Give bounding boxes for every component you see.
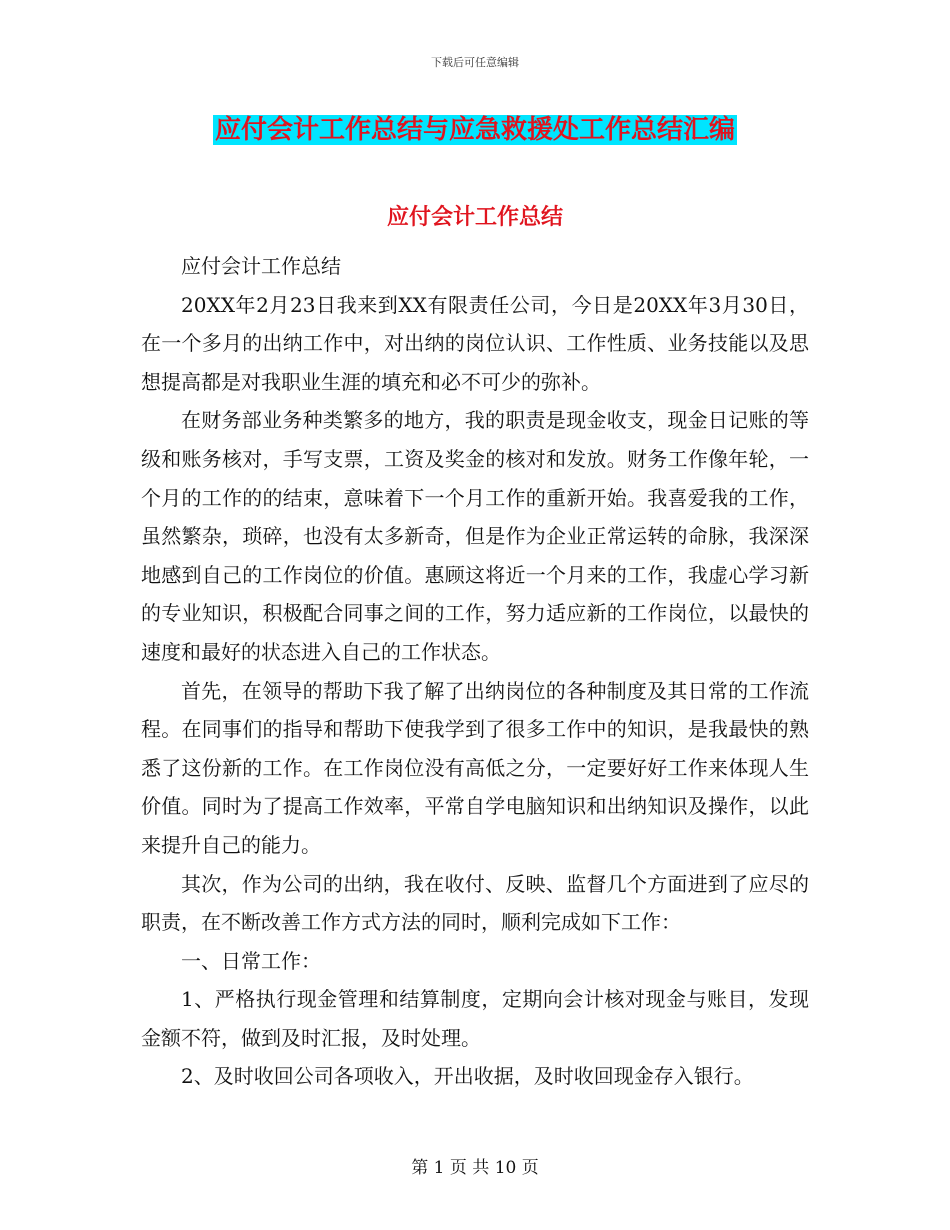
body-paragraph: 20XX年2月23日我来到XX有限责任公司，今日是20XX年3月30日，在一个多月的出纳工作中，对出纳的岗位认识、工作性质、业务技能以及思想提高都是对我职业生涯的填充和必不可少的弥补。 bbox=[141, 292, 809, 394]
section-title: 应付会计工作总结 bbox=[386, 204, 563, 230]
page-header-note: 下载后可任意编辑 bbox=[431, 56, 519, 69]
body-paragraph: 首先，在领导的帮助下我了解了出纳岗位的各种制度及其日常的工作流程。在同事们的指导和帮助下使我学到了很多工作中的知识，是我最快的熟悉了这份新的工作。在工作岗位没有高低之分，一定要好好工作来体现人生价值。同时为了提高工作效率，平常自学电脑知识和出纳知识及操作，以此来提升自己的能力。 bbox=[141, 678, 809, 857]
body-list-item: 1、严格执行现金管理和结算制度，定期向会计核对现金与账目，发现金额不符，做到及时汇报，及时处理。 bbox=[141, 987, 809, 1050]
document-main-title bbox=[0, 112, 950, 148]
body-paragraph: 在财务部业务种类繁多的地方，我的职责是现金收支，现金日记账的等级和账务核对，手写支票，工资及奖金的核对和发放。财务工作像年轮，一个月的工作的的结束，意味着下一个月工作的重新开始。我喜爱我的工作，虽然繁杂，琐碎，也没有太多新奇，但是作为企业正常运转的命脉，我深深地感到自己的工作岗位的价值。惠顾这将近一个月来的工作，我虚心学习新的专业知识，积极配合同事之间的工作，努力适应新的工作岗位，以最快的速度和最好的状态进入自己的工作状态。 bbox=[141, 408, 809, 664]
main-title-highlight: 应付会计工作总结与应急救援处工作总结汇编 bbox=[214, 115, 735, 145]
body-paragraph-heading: 应付会计工作总结 bbox=[181, 254, 341, 278]
page-number-footer: 第 1 页 共 10 页 bbox=[411, 1158, 539, 1178]
body-list-item: 2、及时收回公司各项收入，开出收据，及时收回现金存入银行。 bbox=[181, 1064, 754, 1089]
body-paragraph: 其次，作为公司的出纳，我在收付、反映、监督几个方面进到了应尽的职责，在不断改善工作方式方法的同时，顺利完成如下工作： bbox=[141, 871, 809, 935]
body-list-heading: 一、日常工作： bbox=[181, 948, 321, 973]
document-body bbox=[141, 247, 809, 1096]
